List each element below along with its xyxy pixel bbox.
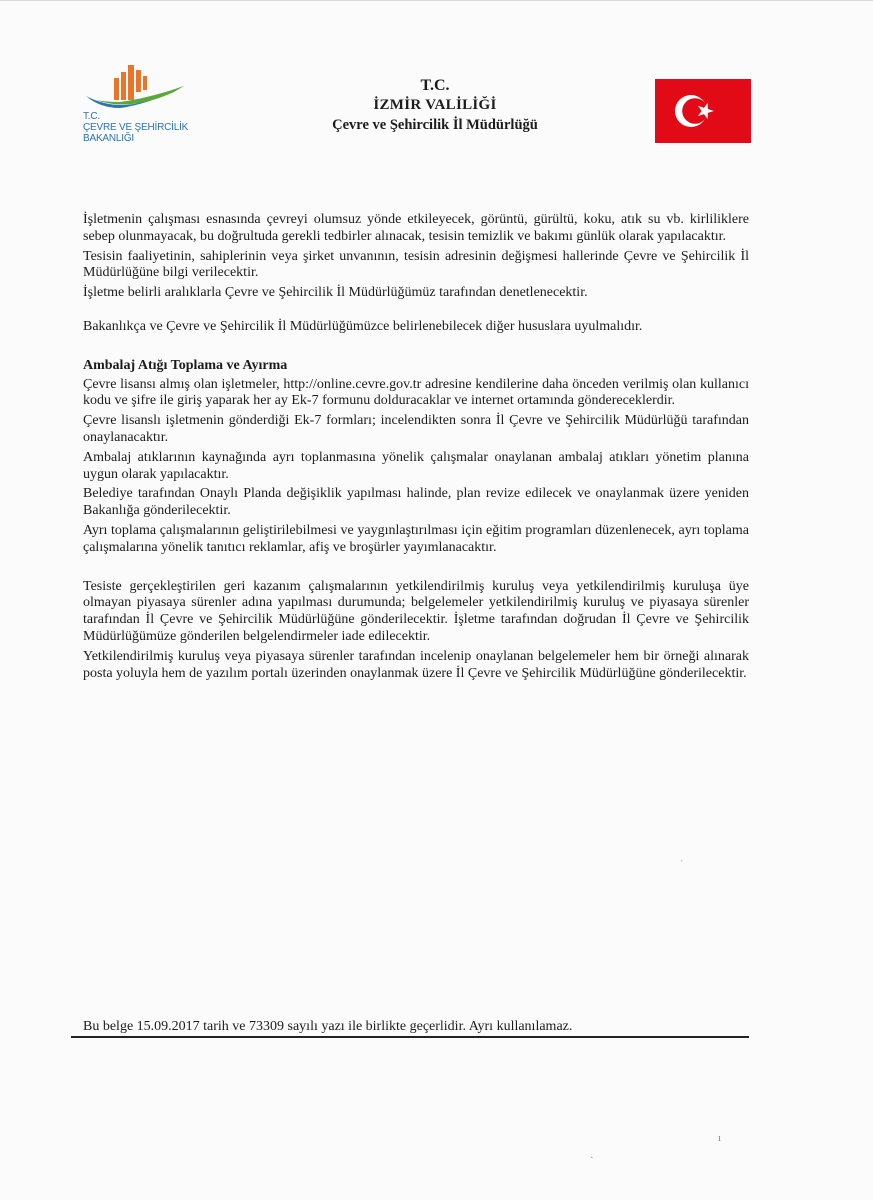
ministry-logo-icon [80, 62, 190, 114]
paragraph-4: Bakanlıkça ve Çevre ve Şehircilik İl Müdürlüğümüzce belirlenebilecek diğer hususlara uyulmalıdır. [83, 318, 643, 334]
paragraph-7: Ambalaj atıklarının kaynağında ayrı toplanmasına yönelik çalışmalar onaylanan ambalaj atıkları yönetim planına uygun olarak yapılacaktır. [83, 449, 749, 482]
paragraph-11: Yetkilendirilmiş kuruluş veya piyasaya sürenler tarafından incelenip onaylanan belgelemeler hem bir örneği alınarak posta yoluyla hem de yazılım portalı üzerinden onaylanmak üzere İl Çevre ve Şehircilik Müdürlüğüne gönderilecektir. [83, 648, 749, 681]
letterhead-line-2: İZMİR VALİLİĞİ [373, 97, 497, 113]
section-title: Ambalaj Atığı Toplama ve Ayırma [83, 357, 288, 373]
paragraph-10: Tesiste gerçekleştirilen geri kazanım çalışmalarının yetkilendirilmiş kuruluş veya yetkilendirilmiş kuruluşa üye olmayan piyasaya sürenler adına yapılması durumunda; belgelemeler yetkilendirilmiş kuruluş ve piyasaya sürenler tarafından İl Çevre ve Şehircilik Müdürlüğüne gönderilecektir. İşletme tarafından doğrudan İl Çevre ve Şehircilik Müdürlüğümüze gönderilen belgelendirmeler iade edilecektir. [83, 578, 749, 644]
letterhead-line-1: T.C. [420, 77, 450, 94]
document-body [83, 212, 749, 682]
paragraph-3: İşletme belirli aralıklarla Çevre ve Şehircilik İl Müdürlüğümüz tarafından denetlenecektir. [83, 285, 588, 301]
paragraph-5: Çevre lisansı almış olan işletmeler, http://online.cevre.gov.tr adresine kendilerine daha önceden verilmiş olan kullanıcı kodu ve şifre ile giriş yaparak her ay Ek-7 formunu dolduracaklar ve internet ortamında göndereceklerdir. [83, 376, 749, 409]
paragraph-1: İşletmenin çalışması esnasında çevreyi olumsuz yönde etkileyecek, görüntü, gürültü, koku, atık su vb. kirliliklere sebep olunmayacak, bu doğrultuda gerekli tedbirler alınacak, tesisin temizlik ve bakımı günlük olarak yapılacaktır. [83, 212, 749, 244]
ministry-logo-text [83, 111, 188, 144]
letterhead-line-3: Çevre ve Şehircilik İl Müdürlüğü [332, 117, 538, 133]
ministry-logo [80, 62, 220, 154]
scan-speck: ˈ [680, 858, 684, 870]
footer-divider [71, 1036, 749, 1038]
letterhead [260, 76, 610, 135]
scan-speck: ı [718, 1132, 722, 1144]
scan-edge [0, 0, 873, 1]
turkish-flag-icon [655, 79, 751, 143]
paragraph-8: Belediye tarafından Onaylı Planda değişiklik yapılması halinde, plan revize edilecek ve onaylanmak üzere yeniden Bakanlığa gönderilecektir. [83, 486, 749, 519]
logo-line-3: BAKANLIĞI [83, 133, 134, 144]
paragraph-2: Tesisin faaliyetinin, sahiplerinin veya şirket unvanının, tesisin adresinin değişmesi hallerinde Çevre ve Şehircilik İl Müdürlüğüne bilgi verilecektir. [83, 248, 749, 281]
paragraph-9: Ayrı toplama çalışmalarının geliştirilebilmesi ve yaygınlaştırılması için eğitim programları düzenlenecek, ayrı toplama çalışmalarına yönelik tanıtıcı reklamlar, afiş ve broşürler yayımlanacaktır. [83, 522, 749, 555]
paragraph-6: Çevre lisanslı işletmenin gönderdiği Ek-7 formları; incelendikten sonra İl Çevre ve Şehircilik Müdürlüğü tarafından onaylanacaktır. [83, 413, 749, 445]
logo-line-2: ÇEVRE VE ŞEHİRCİLİK [83, 122, 189, 133]
validity-note: Bu belge 15.09.2017 tarih ve 73309 sayılı yazı ile birlikte geçerlidir. Ayrı kullanılamaz. [83, 1019, 573, 1034]
logo-line-1: T.C. [83, 111, 100, 122]
scan-speck: · [590, 1152, 594, 1164]
